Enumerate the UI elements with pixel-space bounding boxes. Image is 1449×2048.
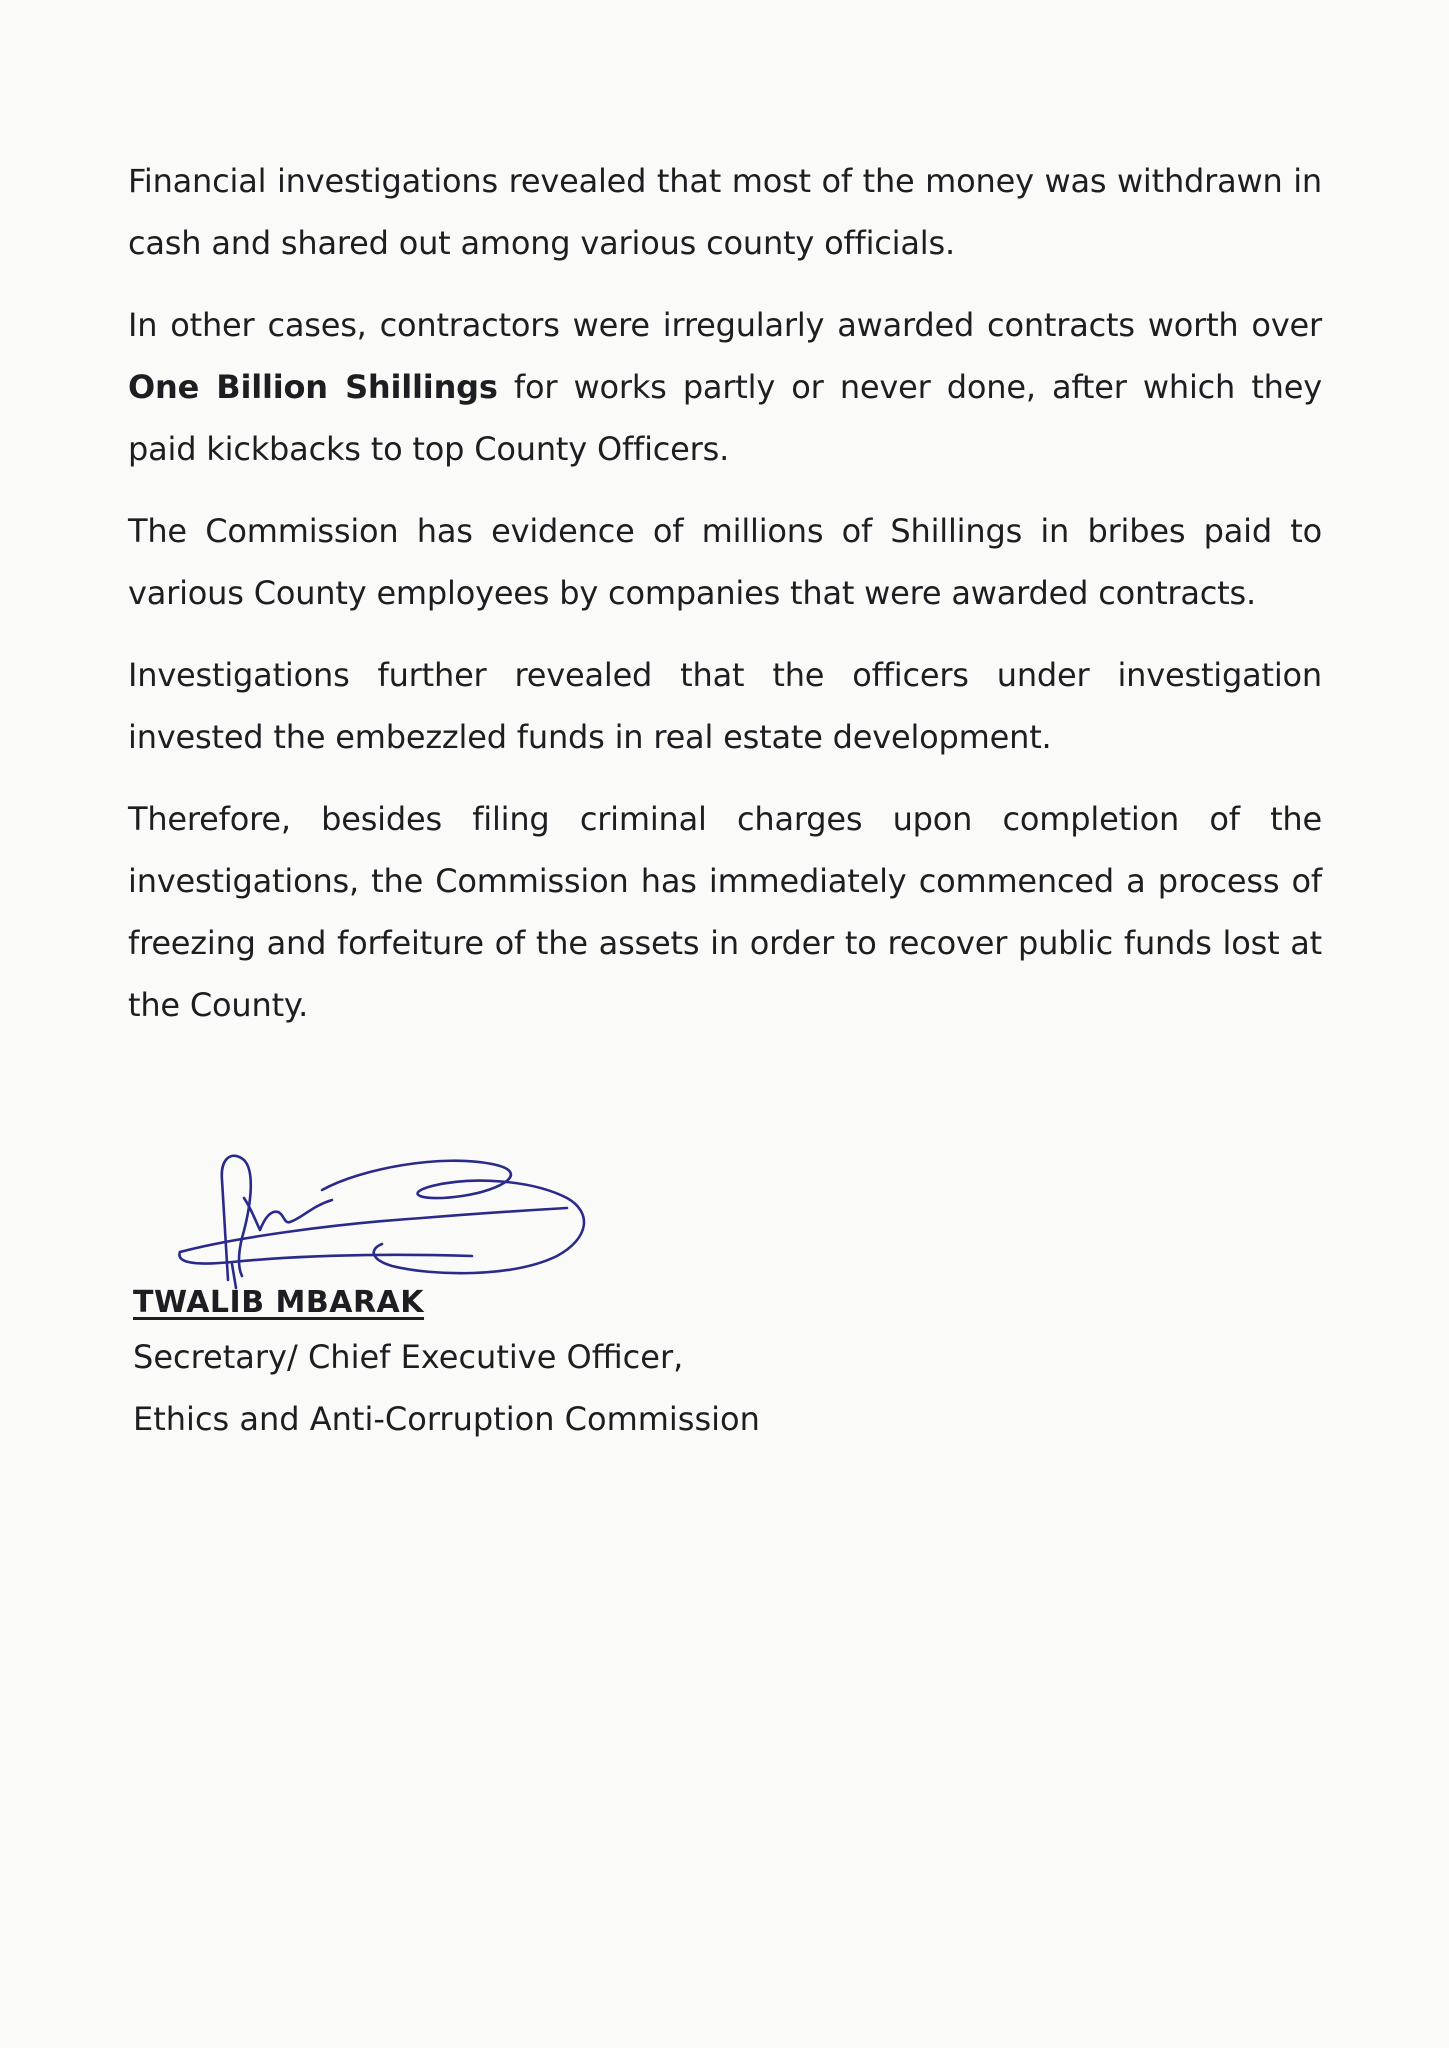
paragraph-bribes-evidence: The Commission has evidence of millions of Shillings in bribes paid to various County employees by companies that were awarded contracts. (128, 512, 1322, 612)
signatory-organization: Ethics and Anti-Corruption Commission (133, 1400, 760, 1438)
letter-body (128, 150, 1322, 1056)
amount-highlight: One Billion Shillings (128, 368, 498, 406)
signatory-name: TWALIB MBARAK (133, 1285, 425, 1320)
paragraph-real-estate: Investigations further revealed that the officers under investigation invested the embezzled funds in real estate development. (128, 656, 1322, 756)
paragraph-asset-forfeiture: Therefore, besides filing criminal charges upon completion of the investigations, the Commission has immediately commenced a process of freezing and forfeiture of the assets in order to recover public funds lost at the County. (128, 800, 1322, 1024)
contracts-text-end: for works partly or never done, after which they paid kickbacks to top County Officers. (128, 368, 1322, 468)
paragraph-financial-investigations: Financial investigations revealed that most of the money was withdrawn in cash and shared out among various county officials. (128, 162, 1322, 262)
contracts-text-start: In other cases, contractors were irregularly awarded contracts worth over (128, 306, 1322, 344)
handwritten-signature (172, 1150, 602, 1300)
signature-block (133, 1280, 760, 1450)
signatory-title: Secretary/ Chief Executive Officer, (133, 1338, 684, 1376)
paragraph-contracts (128, 294, 1322, 480)
